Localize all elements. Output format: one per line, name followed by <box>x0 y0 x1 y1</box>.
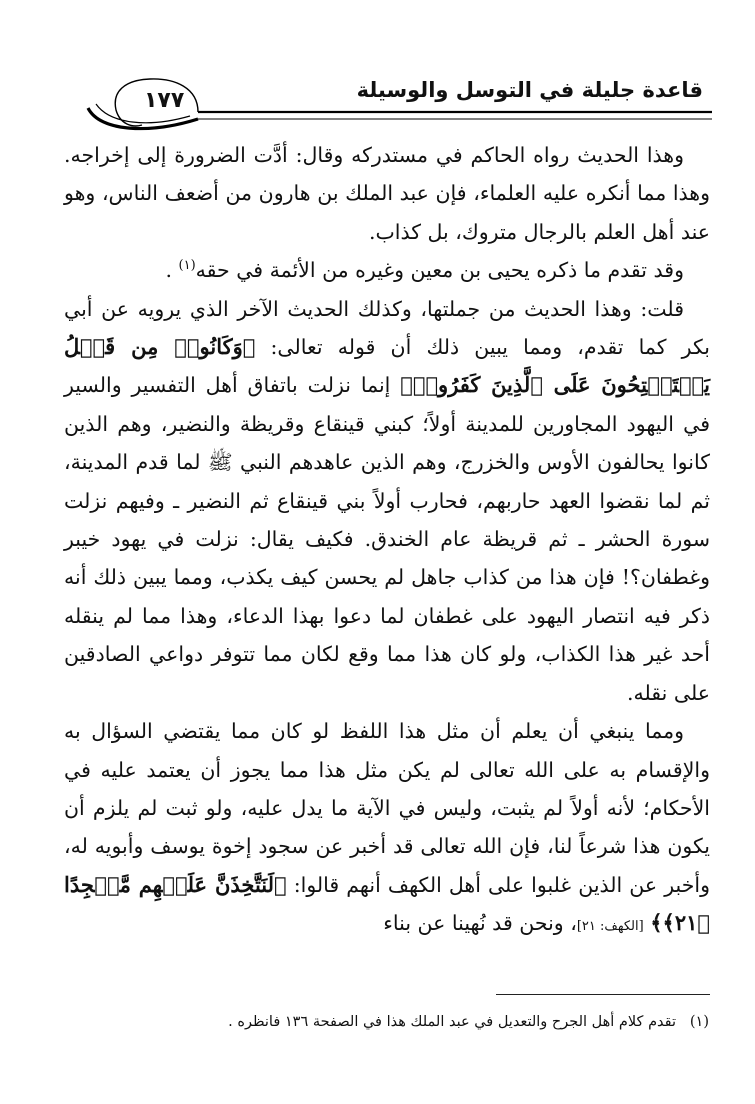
paragraph-3-text-a: قلت: وهذا الحديث من جملتها، وكذلك الحديث الآخر الذي يرويه عن أبي بكر كما تقدم، ومما يبين ذلك أن قوله تعالى: <box>64 296 710 360</box>
paragraph-4 <box>64 712 710 946</box>
footnote-separator <box>496 994 710 995</box>
footnote-reference: (١) <box>178 258 196 274</box>
quran-verse-baqarah: ﴿وَكَانُوا۟ مِن قَبۡلُ يَسۡتَفۡتِحُونَ عَلَى ٱلَّذِينَ كَفَرُوا۟﴾ <box>64 334 710 398</box>
page-header <box>0 0 755 135</box>
header-ornament <box>0 0 755 135</box>
paragraph-1 <box>64 136 710 251</box>
paragraph-1-text: وهذا الحديث رواه الحاكم في مستدركه وقال: أدَّت الضرورة إلى إخراجه. وهذا مما أنكره عليه العلماء، فإن عبد الملك بن هارون من أضعف الناس، وهو عند أهل العلم بالرجال متروك، بل كذاب. <box>64 143 710 244</box>
paragraph-3-text-b: إنما نزلت باتفاق أهل التفسير والسير في اليهود المجاورين للمدينة أولاً؛ كبني قينقاع وقريظة والنضير، وهم الذين كانوا يحالفون الأوس والخزرج، وهم الذين عاهدهم النبي ﷺ لما قدم المدينة، ثم لما نقضوا العهد حاربهم، فحارب أولاً بني قينقاع ثم النضير ـ وفيهم نزلت سورة الحشر ـ ثم قريظة عام الخندق. فكيف يقال: نزلت في يهود خيبر وغطفان؟! فإن هذا من كذاب جاهل لم يحسن كيف يكذب، ومما يبين ذلك أنه ذكر فيه انتصار اليهود على غطفان لما دعوا بهذا الدعاء، وهذا مما لم ينقله أحد غير هذا الكذاب، ولو كان هذا مما وقع لكان مما تتوفر دواعي الصادقين على نقله. <box>64 373 710 705</box>
main-text <box>64 136 710 947</box>
page-number: ١٧٧ <box>144 88 185 113</box>
running-book-title: قاعدة جليلة في التوسل والوسيلة <box>356 78 703 102</box>
quran-verse-kahf: ﴿لَنَتَّخِذَنَّ عَلَيۡهِم مَّسۡجِدًا ﴿٢١﴾﴾ <box>64 871 710 936</box>
paragraph-4-text-b: ، ونحن قد نُهينا عن بناء <box>383 911 577 936</box>
paragraph-2-text: وقد تقدم ما ذكره يحيى بن معين وغيره من الأئمة في حقه <box>195 258 684 283</box>
footnote-marker: (١) <box>689 1014 709 1030</box>
paragraph-4-text-a: ومما ينبغي أن يعلم أن مثل هذا اللفظ لو كان مما يقتضي السؤال به والإقسام به على الله تعالى لم يكن مثل هذا مما يجوز أن يعتمد عليه في الأحكام؛ لأنه أولاً لم يثبت، وليس في الآية ما يدل عليه، ولو ثبت لم يلزم أن يكون هذا شرعاً لنا، فإن الله تعالى قد أخبر عن سجود إخوة يوسف وأبويه له، وأخبر عن الذين غلبوا على أهل الكهف أنهم قالوا: <box>64 719 710 897</box>
sura-reference: [الكهف: ٢١] <box>576 919 644 935</box>
paragraph-3 <box>64 290 710 712</box>
footnote-text: تقدم كلام أهل الجرح والتعديل في عبد الملك هذا في الصفحة ١٣٦ فانظره . <box>228 1014 677 1030</box>
footnote <box>228 1014 709 1030</box>
paragraph-2-end: . <box>165 258 172 283</box>
paragraph-2 <box>64 251 710 289</box>
